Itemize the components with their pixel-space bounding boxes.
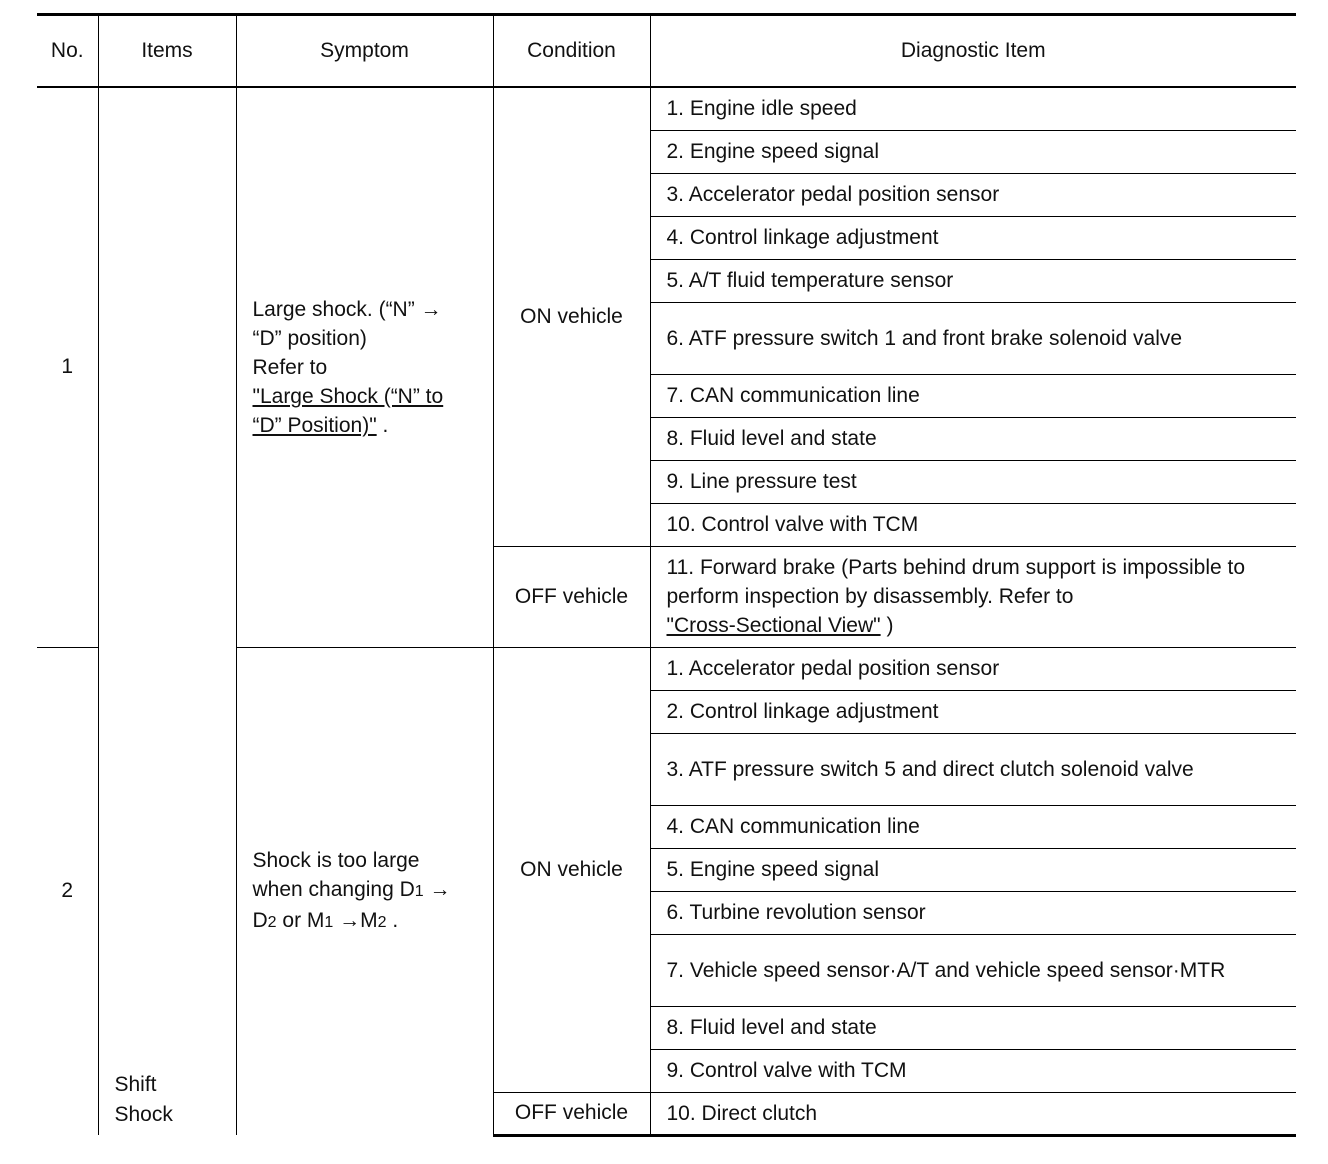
diagnostic-item: 7. Vehicle speed sensor·A/T and vehicle speed sensor·MTR xyxy=(650,934,1296,1006)
row-number: 1 xyxy=(37,87,98,647)
item-name: Shift Shock xyxy=(98,87,236,1135)
diagnostic-item: 2. Engine speed signal xyxy=(650,130,1296,173)
row-number: 2 xyxy=(37,647,98,1135)
condition-on-vehicle: ON vehicle xyxy=(493,647,650,1092)
symptom-cell: Large shock. (“N” → “D” position) Refer to "Large Shock (“N” to “D” Position)" . xyxy=(236,87,493,647)
diagnostic-item: 5. A/T fluid temperature sensor xyxy=(650,259,1296,302)
diagnostic-item: 6. Turbine revolution sensor xyxy=(650,891,1296,934)
diagnostic-item: 1. Engine idle speed xyxy=(666,97,857,121)
condition-off-vehicle: OFF vehicle xyxy=(493,546,650,647)
header-items: Items xyxy=(98,15,236,88)
diagnostic-item: 11. Forward brake (Parts behind drum support is impossible to perform inspection by disassembly. Refer to "Cross-Sectional View" ) xyxy=(650,546,1296,647)
diagnostic-item: 1. Accelerator pedal position sensor xyxy=(650,647,1296,690)
diagnostic-item: 9. Control valve with TCM xyxy=(650,1049,1296,1092)
diagnostic-item: 8. Fluid level and state xyxy=(650,417,1296,460)
header-symptom: Symptom xyxy=(236,15,493,88)
diagnostic-item: 9. Line pressure test xyxy=(650,460,1296,503)
diagnostic-item: 3. ATF pressure switch 5 and direct clutch solenoid valve xyxy=(650,733,1296,805)
diagnostic-item: 4. CAN communication line xyxy=(650,805,1296,848)
condition-off-vehicle: OFF vehicle xyxy=(493,1092,650,1135)
shift-shock-diagnostic-table xyxy=(37,13,1296,1137)
header-row xyxy=(37,15,1296,88)
symptom-text: Large shock. (“N” → xyxy=(252,297,442,321)
table-row xyxy=(37,87,1296,130)
diagnostic-item: 2. Control linkage adjustment xyxy=(650,690,1296,733)
large-shock-link[interactable]: "Large Shock (“N” to xyxy=(252,384,444,408)
diagnostic-item: 10. Direct clutch xyxy=(650,1092,1296,1135)
diagnostic-item: 5. Engine speed signal xyxy=(650,848,1296,891)
symptom-cell: Shock is too large when changing D1 → D2 or M1 →M2 . xyxy=(236,647,493,1135)
diagnostic-item: 7. CAN communication line xyxy=(650,374,1296,417)
diagnostic-item: 8. Fluid level and state xyxy=(650,1006,1296,1049)
diagnostic-item: 4. Control linkage adjustment xyxy=(650,216,1296,259)
diagnostic-item: 10. Control valve with TCM xyxy=(650,503,1296,546)
diagnostic-item: 6. ATF pressure switch 1 and front brake solenoid valve xyxy=(650,302,1296,374)
symptom-text: “D” position) xyxy=(252,326,367,350)
header-no: No. xyxy=(37,15,98,88)
header-condition: Condition xyxy=(493,15,650,88)
symptom-text: Refer to xyxy=(252,355,328,379)
header-diagnostic-item: Diagnostic Item xyxy=(650,15,1296,88)
diagnostic-item: 3. Accelerator pedal position sensor xyxy=(650,173,1296,216)
cross-sectional-view-link[interactable]: "Cross-Sectional View" xyxy=(666,614,881,637)
condition-on-vehicle: ON vehicle xyxy=(493,87,650,546)
large-shock-link[interactable]: “D” Position)" xyxy=(252,413,377,437)
